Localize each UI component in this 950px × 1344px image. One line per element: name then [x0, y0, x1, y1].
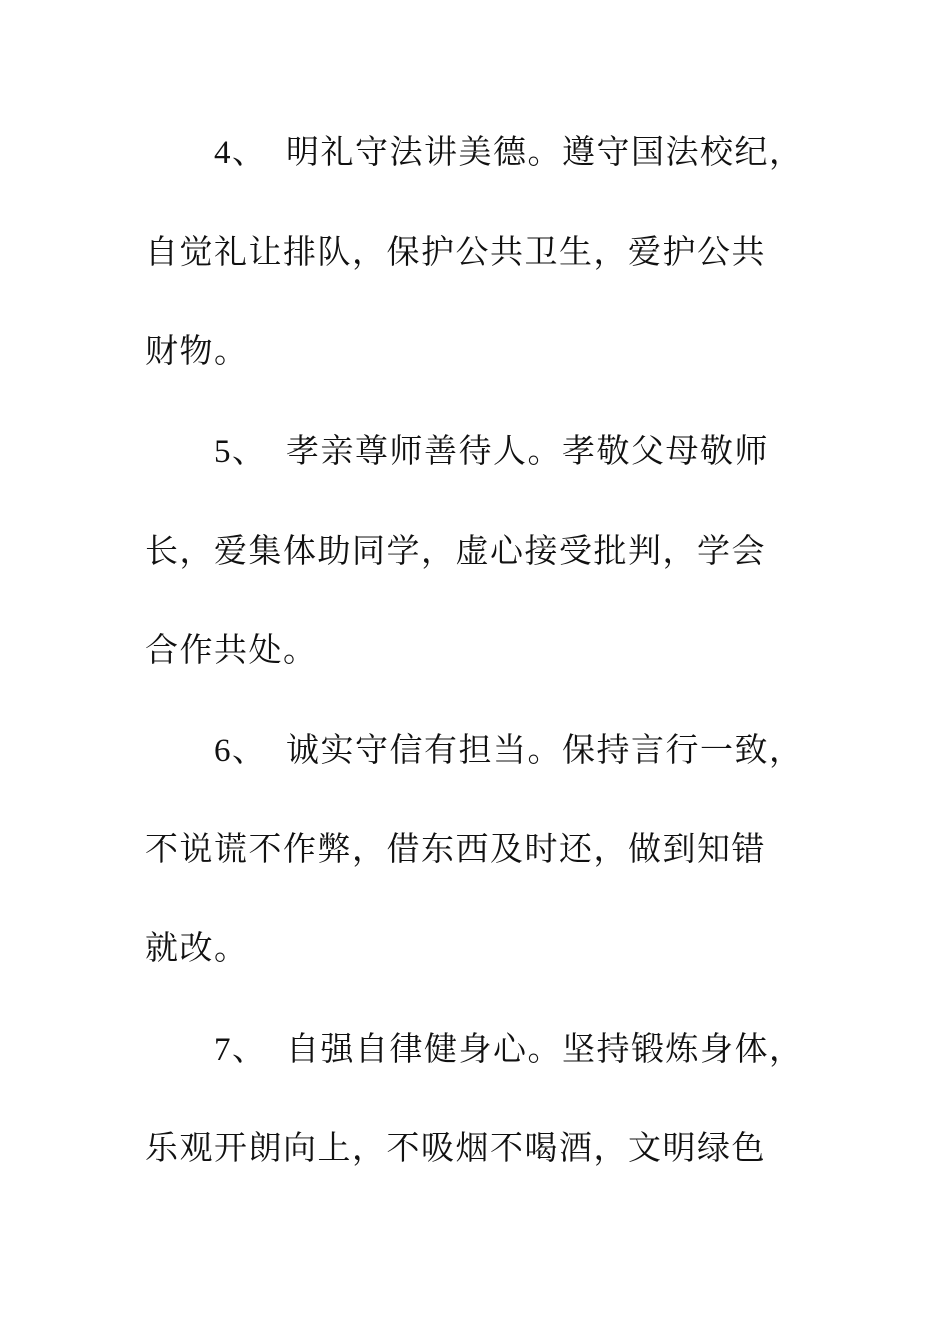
- item-7-text-line-1: 自强自律健身心。坚持锻炼身体，: [286, 1029, 804, 1068]
- item-4-text-line-2: 自觉礼让排队，保护公共卫生，爱护公共: [145, 232, 766, 271]
- item-5-first-line: [214, 426, 864, 476]
- item-5-text-line-2: 长，爱集体助同学，虚心接受批判，学会: [145, 531, 766, 570]
- item-7-first-line: [214, 1024, 864, 1074]
- item-4-first-line: [214, 127, 864, 177]
- item-6-text-line-2: 不说谎不作弊，借东西及时还，做到知错: [145, 829, 766, 868]
- item-7-text-line-2: 乐观开朗向上，不吸烟不喝酒，文明绿色: [145, 1128, 766, 1167]
- item-4-text-line-1: 明礼守法讲美德。遵守国法校纪，: [286, 132, 804, 171]
- item-6-text-line-3: 就改。: [145, 928, 249, 967]
- item-4-text-line-3: 财物。: [145, 331, 249, 370]
- item-5-text-line-1: 孝亲尊师善待人。孝敬父母敬师: [286, 431, 769, 470]
- item-5-number: 5、: [214, 434, 267, 470]
- item-5-text-line-3: 合作共处。: [145, 630, 318, 669]
- item-6-text-line-1: 诚实守信有担当。保持言行一致，: [286, 730, 804, 769]
- item-6-number: 6、: [214, 733, 267, 769]
- item-7-number: 7、: [214, 1032, 267, 1068]
- item-6-first-line: [214, 725, 864, 775]
- item-4-number: 4、: [214, 135, 267, 171]
